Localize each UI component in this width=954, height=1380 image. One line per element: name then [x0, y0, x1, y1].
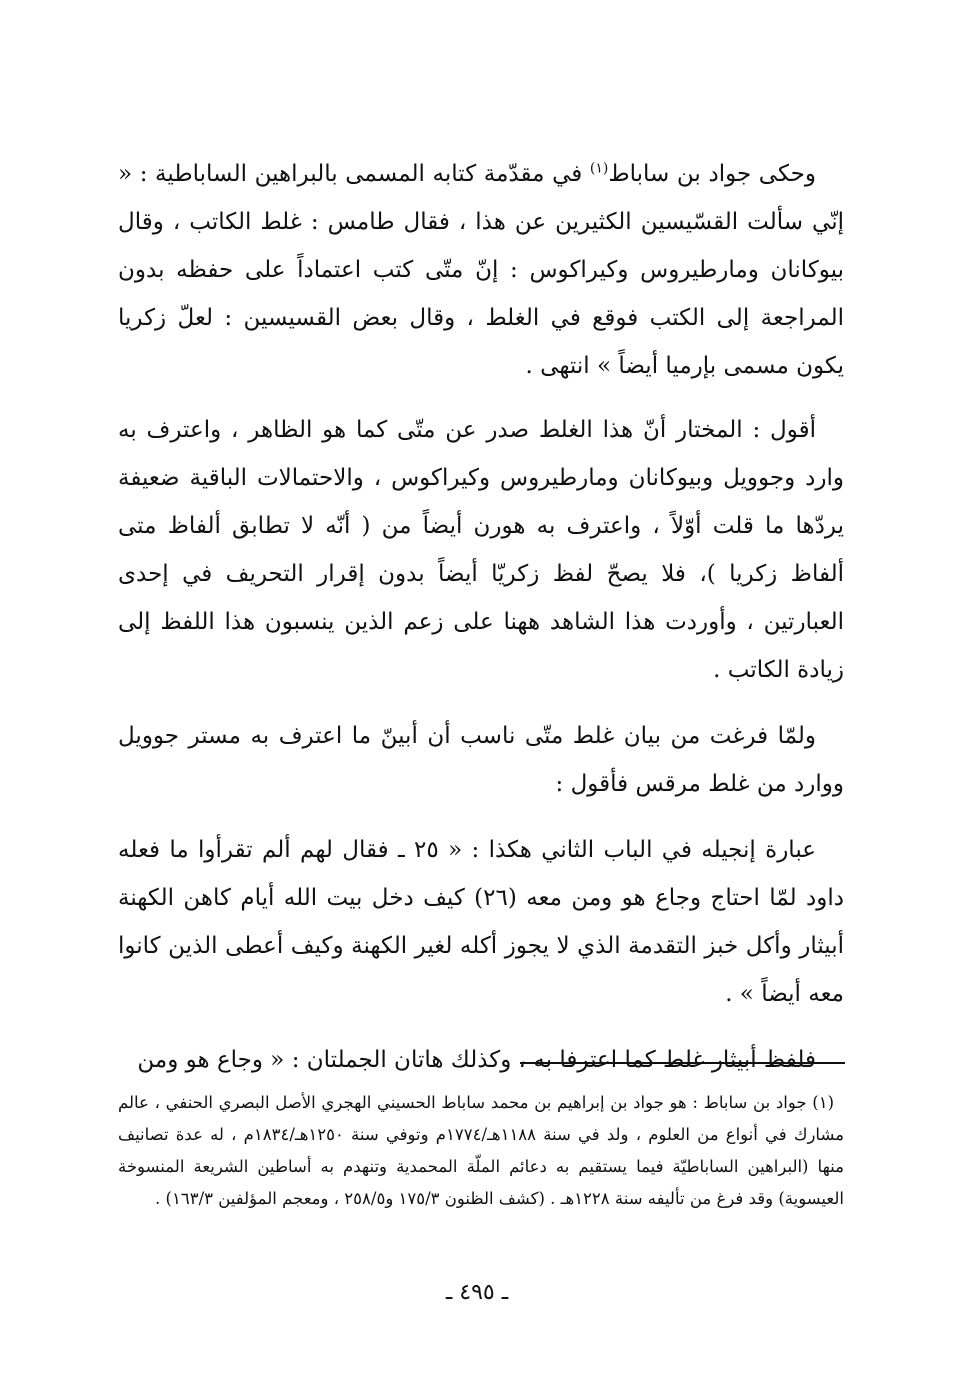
footnote-reference[interactable]: (١)	[589, 160, 609, 177]
paragraph-1-start: وحكى جواد بن ساباط	[608, 161, 817, 187]
paragraph-5: فلفظ أبيثار غلط كما اعترفا به ، وكذلك هاتان الجملتان : « وجاع هو ومن	[137, 1047, 816, 1073]
footnote: (١) جواد بن ساباط : هو جواد بن إبراهيم بن محمد ساباط الحسيني الهجري الأصل البصري الحنفي ، عالم مشارك في أنواع من العلوم ، ولد في سنة ١١٨٨هـ/١٧٧٤م وتوفي سنة ١٢٥٠هـ/١٨٣٤م ، له عدة تصانيف منها (البراهين الساباطيّة فيما يستقيم به دعائم الملّة المحمدية وتنهدم به أساطين الشريعة المنسوخة العيسوية) وقد فرغ من تأليفه سنة ١٢٢٨هـ . (كشف الظنون ١٧٥/٣ و٢٥٨/٥ ، ومعجم المؤلفين ١٦٣/٣) .	[118, 1092, 845, 1208]
paragraph-3: ولمّا فرغت من بيان غلط متّى ناسب أن أبينّ ما اعترف به مستر جوويل ووارد من غلط مرقس فأقول :	[118, 723, 844, 797]
footnote-divider	[520, 1062, 845, 1064]
paragraph-1-rest: في مقدّمة كتابه المسمى بالبراهين الساباطية : « إنّي سألت القسّيسين الكثيرين عن هذا ، فقال طامس : غلط الكاتب ، وقال بيوكانان ومارطيروس وكيراكوس : إنّ متّى كتب اعتماداً على حفظه بدون المراجعة إلى الكتب فوقع في الغلط ، وقال بعض القسيسين : لعلّ زكريا يكون مسمى بإرميا أيضاً » انتهى .	[118, 161, 844, 379]
paragraph-4: عبارة إنجيله في الباب الثاني هكذا : « ٢٥ ـ فقال لهم ألم تقرأوا ما فعله داود لمّا احتاج وجاع هو ومن معه (٢٦) كيف دخل بيت الله أيام كاهن الكهنة أبيثار وأكل خبز التقدمة الذي لا يجوز أكله لغير الكهنة وكيف أعطى الذين كانوا معه أيضاً » .	[118, 837, 844, 1007]
paragraph-1	[118, 150, 844, 390]
main-text	[118, 150, 844, 1102]
paragraph-2: أقول : المختار أنّ هذا الغلط صدر عن متّى كما هو الظاهر ، واعترف به وارد وجوويل وبيوكانان ومارطيروس وكيراكوس ، والاحتمالات الباقية ضعيفة يردّها ما قلت أوّلاً ، واعترف به هورن أيضاً من ( أنّه لا تطابق ألفاظ متى ألفاظ زكريا )، فلا يصحّ لفظ زكريّا أيضاً بدون إقرار التحريف في إحدى العبارتين ، وأوردت هذا الشاهد ههنا على زعم الذين ينسبون هذا اللفظ إلى زيادة الكاتب .	[118, 417, 844, 683]
page-number: ـ ٤٩٥ ـ	[445, 1280, 509, 1305]
